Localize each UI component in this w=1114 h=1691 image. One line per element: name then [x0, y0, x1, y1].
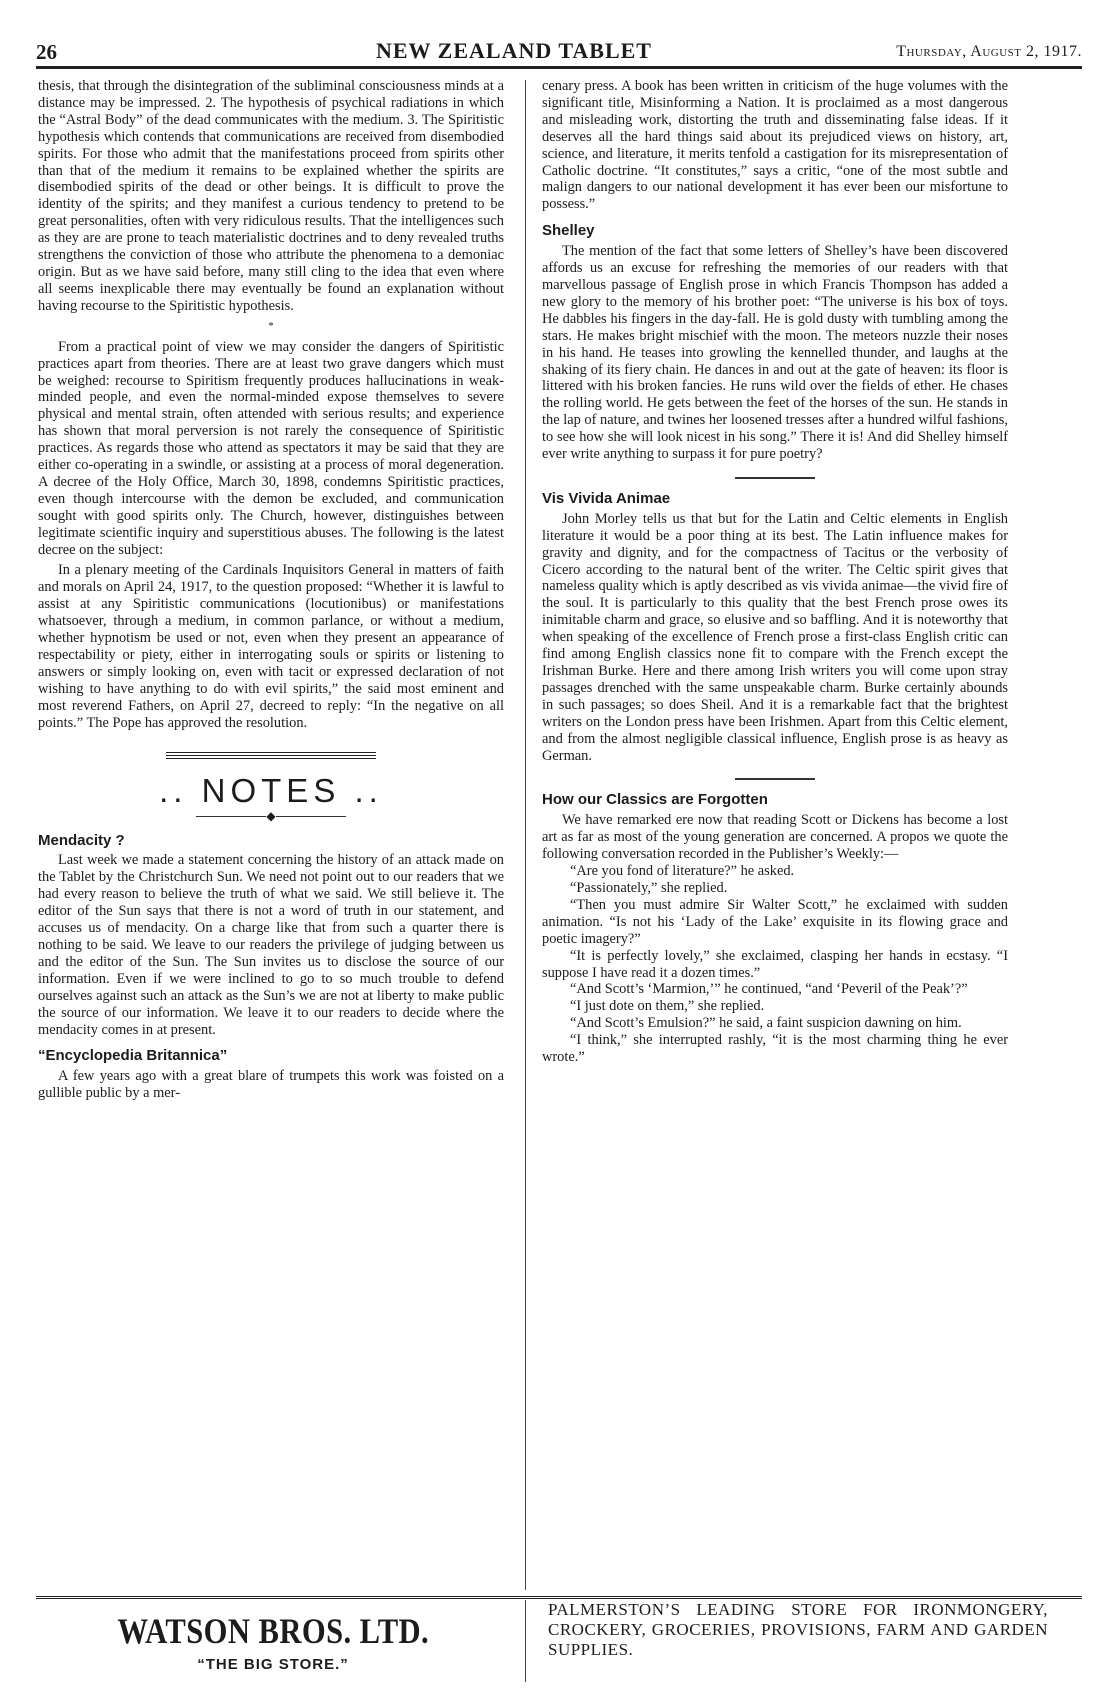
section-divider	[735, 778, 815, 780]
header-rule	[36, 66, 1082, 69]
section-heading-shelley: Shelley	[542, 222, 595, 240]
right-column	[542, 78, 1008, 1578]
section-heading-mendacity: Mendacity ?	[38, 831, 125, 849]
section-divider	[735, 477, 815, 479]
dialogue-line: “Passionately,” she replied.	[570, 879, 728, 896]
dialogue-line: “Then you must admire Sir Walter Scott,” he exclaimed with sudden animation. “Is not his ‘Lady of the Lake’ exquisite in its flowing grace and poetic imagery?”	[542, 896, 1008, 947]
dialogue-line: “It is perfectly lovely,” she exclaimed, clasping her hands in ecstasy. “I suppose I have read it a dozen times.”	[542, 947, 1008, 981]
page-number: 26	[36, 40, 57, 64]
article-paragraph: In a plenary meeting of the Cardinals Inquisitors General in matters of faith and morals on April 24, 1917, to the question proposed: “Whether it is lawful to assist at any Spiritistic communications (locutionibus) or manifestations whatsoever, through a medium, in common parlance, or without a medium, whether hypnotism be used or not, even when they present an appearance of respectability or piety, either in interrogating souls or spirits or listening to answers or simply looking on, even with tacit or expressed declaration of not wishing to have anything to do with evil spirits,” the said most eminent and most reverend Fathers, on April 27, decreed to reply: “In the negative on all points.” The Pope has approved the resolution.	[38, 562, 504, 731]
section-heading-classics: How our Classics are Forgotten	[542, 791, 768, 809]
column-divider	[525, 80, 526, 1590]
article-paragraph: From a practical point of view we may consider the dangers of Spiritistic practices apart from theories. There are at least two grave dangers which must be weighed: recourse to Spiritism frequently produces hallucinations in weak-minded people, and even the normal-minded expose themselves to severe physical and mental strain, often attended with serious results; and experience has shown that moral perversion is not rarely the consequence of Spiritistic practices. As regards those who attend as spectators it may be said that they are either co-operating in a swindle, or assisting at a process of moral degeneration. A decree of the Holy Office, March 30, 1898, condemns Spiritistic practices, even though intercourse with the demon be excluded, and communication sought with good spirits only. The Church, however, distinguishes between legitimate scientific inquiry and superstitious abuses. The following is the latest decree on the subject:	[38, 338, 504, 558]
issue-date: Thursday, August 2, 1917.	[896, 43, 1082, 60]
dialogue-line: “And Scott’s ‘Marmion,’” he continued, “and ‘Peveril of the Peak’?”	[570, 981, 968, 998]
page-header	[36, 38, 1082, 64]
advert-watson-name: WATSON BROS. LTD.	[117, 1611, 429, 1651]
notes-heading: .. NOTES ..	[159, 771, 383, 809]
section-separator-star: *	[268, 319, 274, 332]
article-paragraph: cenary press. A book has been written in criticism of the huge volumes with the significant title, Misinforming a Nation. It is proclaimed as a most dangerous and misleading work, distorting the truth and disseminating false ideas. If it deserves all the hard things said about its prejudiced views on history, art, science, and literature, it merits tenfold a castigation for its misrepresentation of Catholic doctrine. “It constitutes,” says a critic, “one of the most subtle and malign dangers to our national development it has ever been our misfortune to possess.”	[542, 78, 1008, 213]
notes-divider	[166, 752, 376, 759]
dialogue-line: “And Scott’s Emulsion?” he said, a faint suspicion dawning on him.	[570, 1015, 962, 1032]
article-paragraph: thesis, that through the disintegration of the subliminal consciousness minds at a distance may be impressed. 2. The hypothesis of psychical radiations in which the “Astral Body” of the dead communicates with the medium. 3. The Spiritistic hypothesis which contends that communications are received from disembodied spirits. For those who admit that the manifestations proceed from spirits other than that of the medium it remains to be explained whether the spirits are disembodied spirits of the dead or other beings. It is difficult to prove the identity of the spirits; and they manifest a curious tendency to pretend to be great personalities, often with very ridiculous results. That the intelligences such as they are are prone to teach materialistic doctrines and to deny revealed truths strengthens the conviction of those who attribute the phenomena to a demoniac origin. But as we have said before, many still cling to the idea that even where all seems inexplicable there may eventually be found an explanation without having recourse to the Spiritistic hypothesis.	[38, 78, 504, 314]
left-column	[38, 78, 504, 1578]
advert-watson-bros	[38, 1612, 508, 1673]
dialogue-line: “Are you fond of literature?” he asked.	[570, 863, 795, 880]
article-paragraph: A few years ago with a great blare of trumpets this work was foisted on a gullible public by a mer-	[38, 1068, 504, 1102]
article-paragraph: John Morley tells us that but for the Latin and Celtic elements in English literature it would be a poor thing at its best. The Latin influence makes for gravity and dignity, and for the compactness of Tacitus or the verbosity of Cicero according to the natural bent of the writer. The Celtic spirit gives that nameless quality which is aptly described as vis vivida animae—the vivid fire of the soul. It is particularly to this quality that the best French prose owes its inimitable charm and grace, so elusive and so baffling. And it is noteworthy that when speaking of the excellence of French prose a first-class English critic can find among English classics none fit to compare with the French except the Irishman Burke. Here and there among Irish writers you will come upon stray passages drenched with the same unspeakable charm. Burke certainly abounds in such passages; so does Sheil. And it is a remarkable fact that the brightest writers on the London press have been Irishmen. Apart from this Celtic element, and from the almost negligible classical influence, English prose is as heavy as German.	[542, 510, 1008, 764]
article-paragraph: We have remarked ere now that reading Scott or Dickens has become a lost art as far as most of the young generation are concerned. A propos we quote the following conversation recorded in the Publisher’s Weekly:—	[542, 812, 1008, 863]
article-paragraph: The mention of the fact that some letters of Shelley’s have been discovered affords us an excuse for refreshing the memories of our readers with that marvellous passage of English prose in which Francis Thompson has added a new glory to the memory of his brother poet: “The universe is his box of toys. He dabbles his fingers in the day-fall. He is gold dusty with tumbling among the stars. He makes bright mischief with the moon. The meteors nuzzle their noses in his hand. He teases into growling the kennelled thunder, and laughs at the shaking of its fiery chain. He dances in and out at the gate of heaven: its floor is littered with his broken fancies. He runs wild over the fields of ether. He chases the rolling world. He gets between the feet of the horses of the sun. He stands in the lap of nature, and twines her loosened tresses after a hundred wilful fashions, to see how she will look nicest in his song.” There it is! And did Shelley himself ever write anything to surpass it for pure poetry?	[542, 243, 1008, 463]
section-heading-encyclopedia: “Encyclopedia Britannica”	[38, 1047, 228, 1065]
dialogue-line: “I think,” she interrupted rashly, “it is the most charming thing he ever wrote.”	[542, 1032, 1008, 1066]
advert-watson-tagline: “THE BIG STORE.”	[197, 1656, 349, 1673]
section-heading-vis-vivida: Vis Vivida Animae	[542, 489, 671, 507]
dialogue-line: “I just dote on them,” she replied.	[570, 998, 765, 1015]
masthead-title: NEW ZEALAND TABLET	[376, 38, 652, 63]
advert-palmerston-store: PALMERSTON’S LEADING STORE FOR IRONMONGERY, CROCKERY, GROCERIES, PROVISIONS, FARM AND GARDEN SUPPLIES.	[548, 1600, 1048, 1659]
diamond-ornament-icon: ◆	[38, 809, 504, 823]
article-paragraph: Last week we made a statement concerning the history of an attack made on the Tablet by the Christchurch Sun. We need not point out to our readers that we had every reason to believe the truth of what we said. We still believe it. The editor of the Sun says that there is not a word of truth in our statement, and accuses us of mendacity. On a charge like that from such a quarter there is nothing to be said. We leave to our readers the privilege of judging between us and the editor of the Sun. The Sun invites us to disclose the source of our information. Even if we were inclined to go to so much trouble to defend ourselves against such an attack as the Sun’s we are not at liberty to make public the source of our information. We leave it to our readers to decide where the mendacity comes in at present.	[38, 852, 504, 1038]
advert-divider	[525, 1600, 526, 1682]
